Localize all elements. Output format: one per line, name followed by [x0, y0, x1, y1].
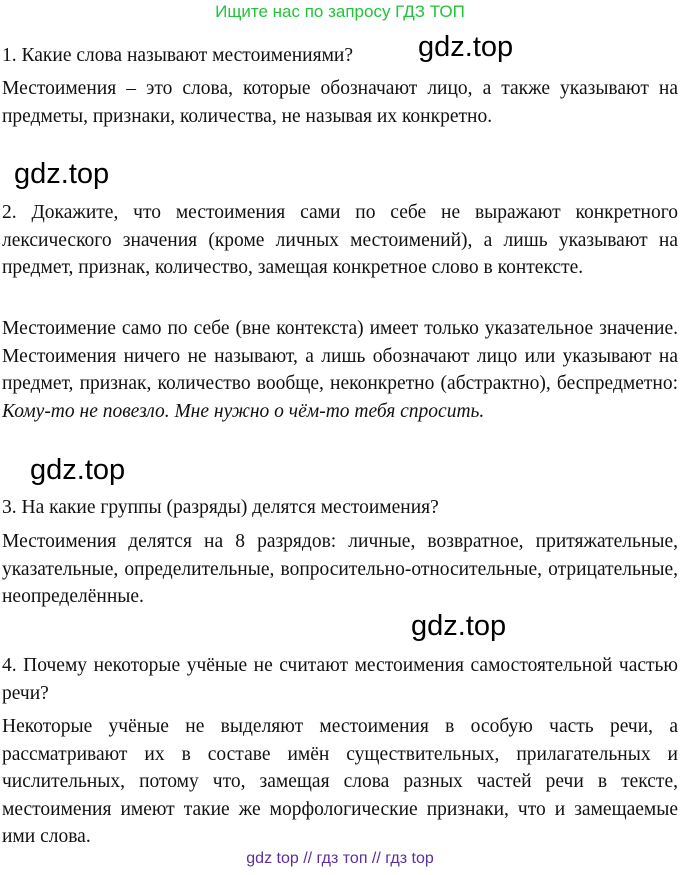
question-1: 1. Какие слова называют местоимениями? — [2, 45, 354, 66]
answer-3: Местоимения делятся на 8 разрядов: личные, возвратное, притяжательные, указательные, определительные, вопросительно-относительные, отрицательные, неопределённые. — [2, 531, 678, 607]
watermark: gdz.top — [418, 31, 514, 63]
footer-links: gdz top // гдз топ // гдз top — [246, 850, 434, 867]
watermark: gdz.top — [411, 610, 507, 642]
answer-1: Местоимения – это слова, которые обозначают лицо, а также указывают на предметы, признаки, количества, не называя их конкретно. — [2, 78, 678, 127]
answer-4: Некоторые учёные не выделяют местоимения в особую часть речи, а рассматривают их в составе имён существительных, прилагательных и числительных, потому что, замещая слова разных частей речи в тексте, местоимения имеют такие же морфологические признаки, что и замещаемые ими слова. — [2, 716, 678, 847]
question-3: 3. На какие группы (разряды) делятся местоимения? — [2, 497, 439, 518]
watermark: gdz.top — [30, 454, 126, 486]
question-2: 2. Докажите, что местоимения сами по себе не выражают конкретного лексического значения (кроме личных местоимений), а лишь указывают на предмет, признак, количество, замещая конкретное слово в контексте. — [2, 202, 678, 278]
answer-2-example: Кому-то не повезло. Мне нужно о чём-то тебя спросить. — [2, 400, 485, 422]
search-banner: Ищите нас по запросу ГДЗ ТОП — [215, 2, 465, 21]
watermark: gdz.top — [14, 158, 110, 190]
question-4: 4. Почему некоторые учёные не считают местоимения самостоятельной частью речи? — [2, 655, 678, 704]
answer-2 — [2, 315, 678, 425]
answer-2-text: Местоимение само по себе (вне контекста) имеет только указательное значение. Местоимения ничего не называют, а лишь обозначают лицо или указывают на предмет, признак, количество вообще, неконкретно (абстрактно), беспредметно: — [2, 318, 678, 394]
